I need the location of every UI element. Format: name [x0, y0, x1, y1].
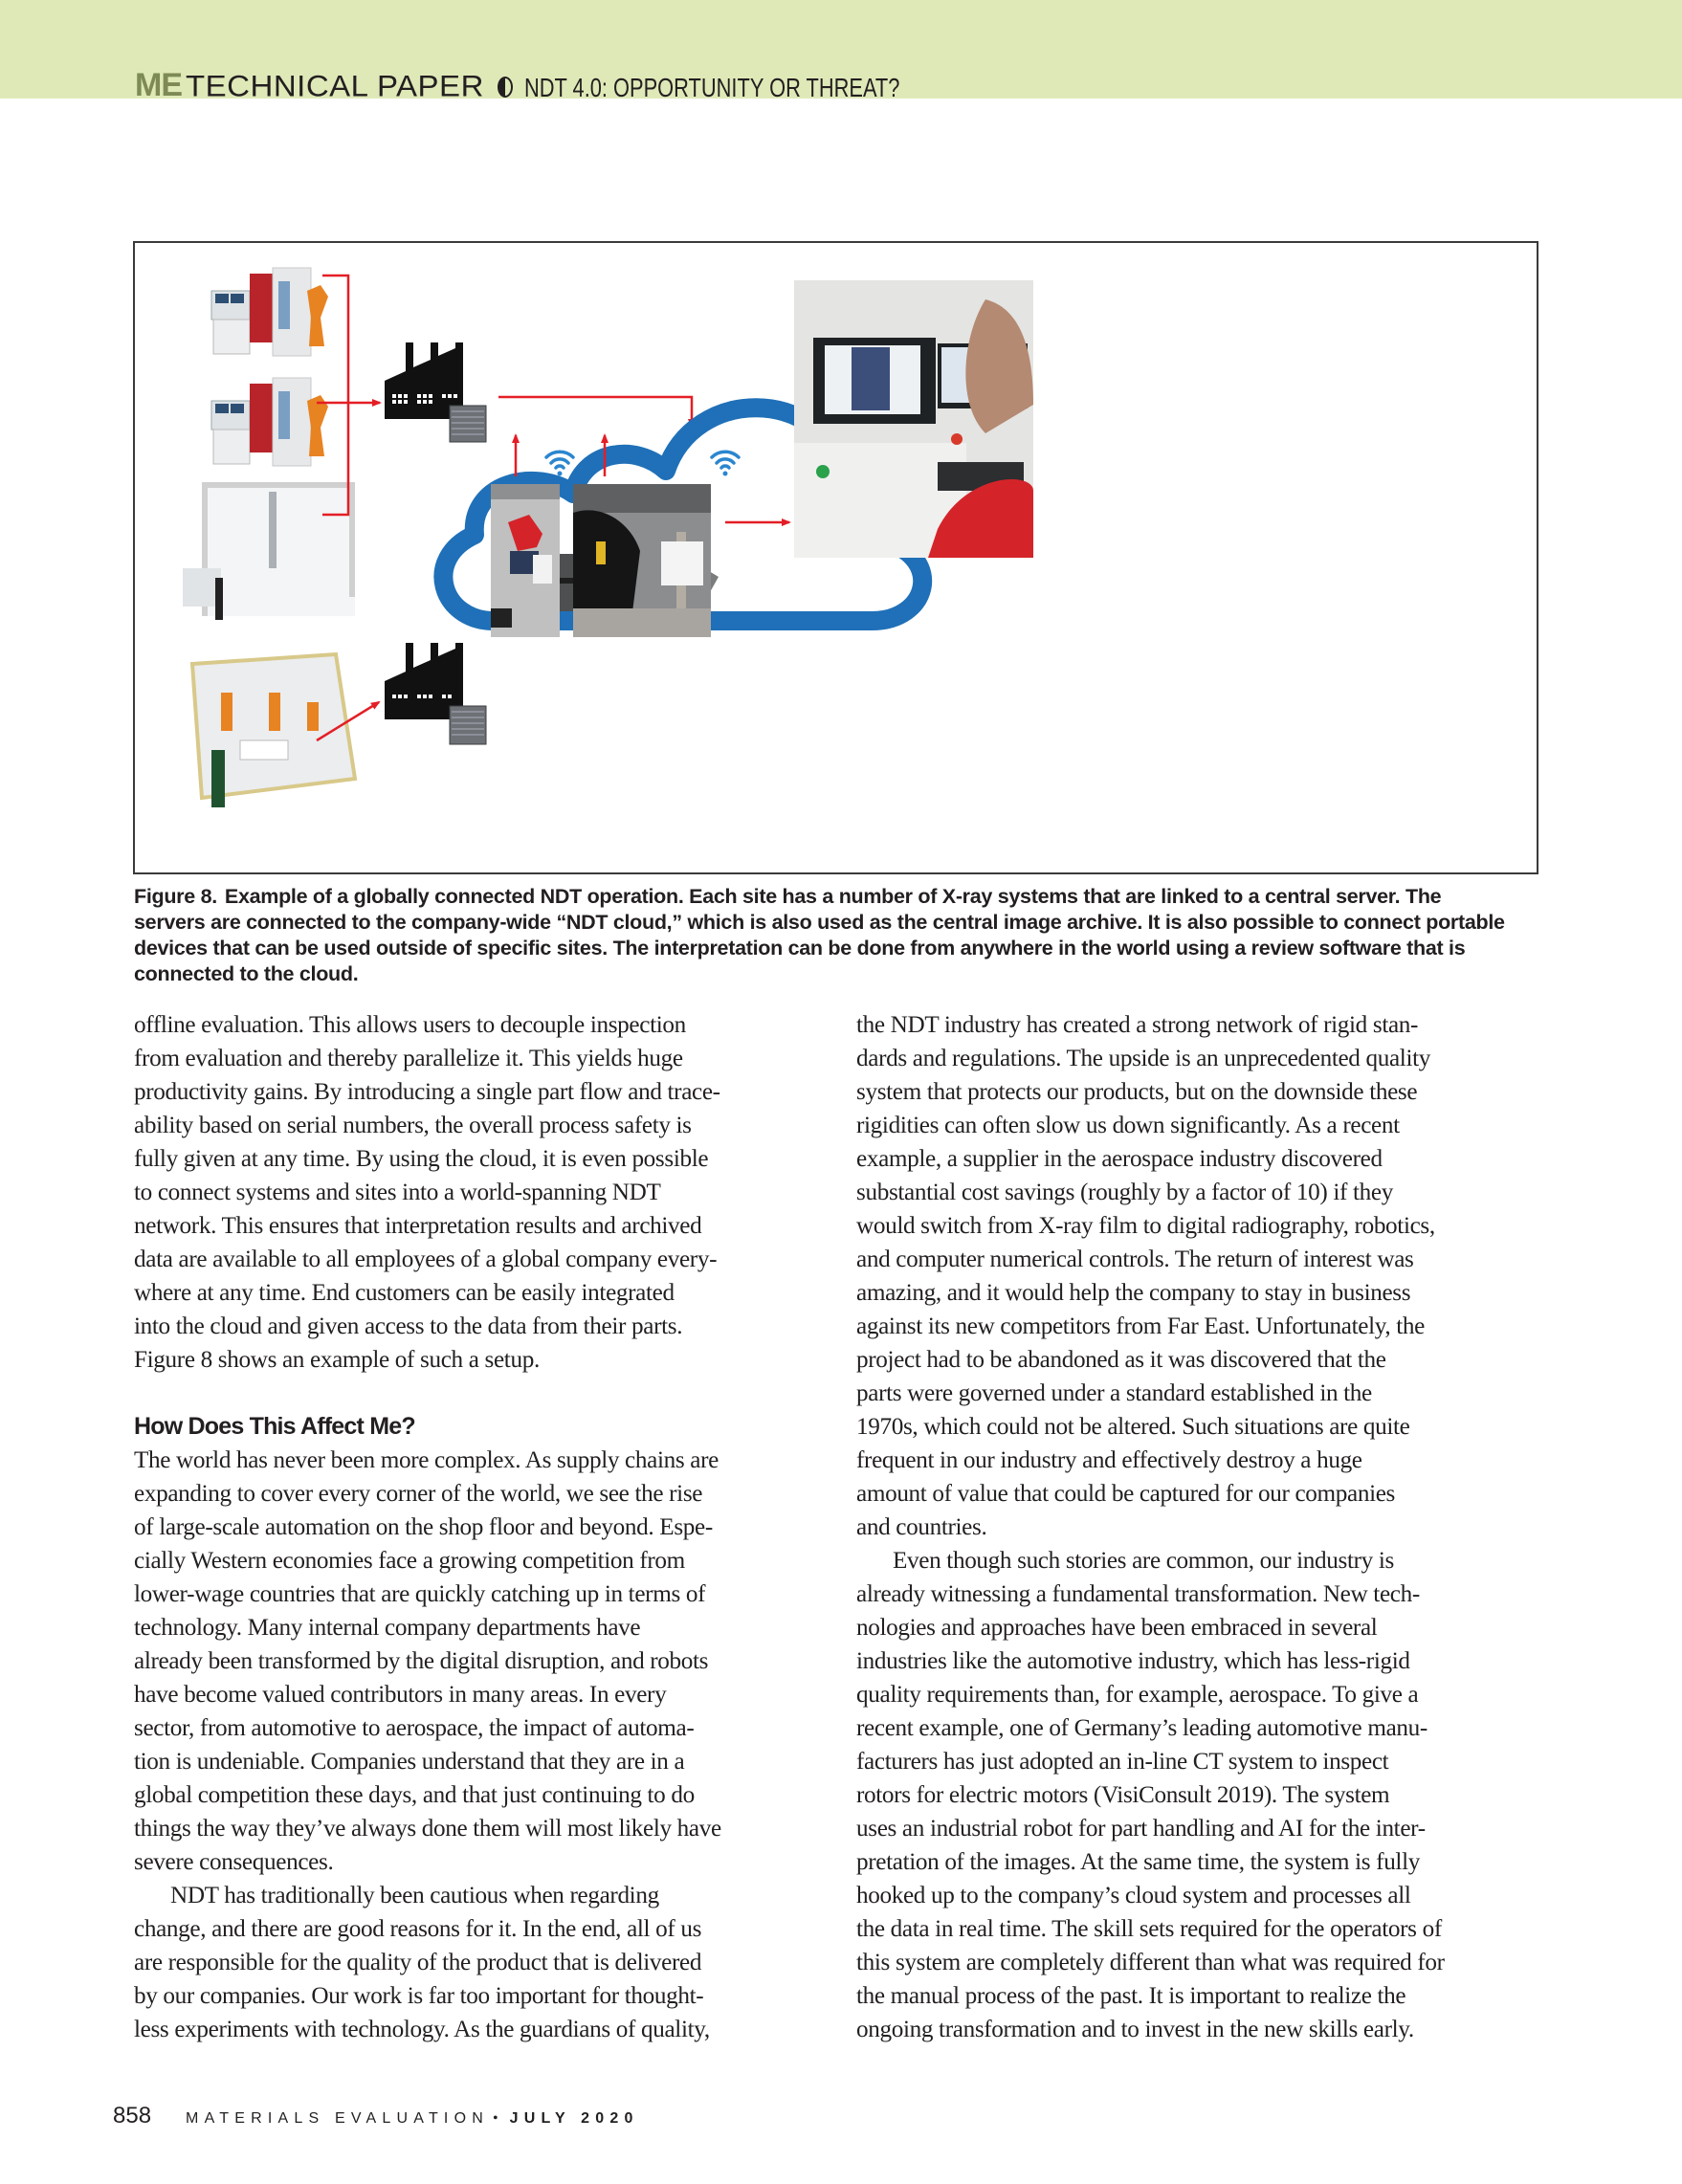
body-column-right	[856, 1008, 1557, 2046]
body-column-left	[134, 1008, 834, 2046]
journal-brand: ME	[135, 67, 182, 99]
paragraph: the NDT industry has created a strong network of rigid stan- dards and regulations. The upside is an unprecedented quality system that protects our products, but on the downside these rigidities can often slow us down significantly. As a recent example, a supplier in the aerospace industry discovered substantial cost savings (roughly by a factor of 10) if they would switch from X-ray film to digital radiography, robotics, and computer numerical controls. The return of interest was amazing, and it would help the company to stay in business against its new competitors from Far East. Unfortunately, the project had to be abandoned as it was discovered that the parts were governed under a standard established in the 1970s, which could not be altered. Such situations are quite frequent in our industry and effectively destroy a huge amount of value that could be captured for our companies and countries.	[856, 1012, 1435, 1540]
portable-xray-photo-kneeling	[491, 484, 560, 637]
half-circle-bullet-icon	[498, 77, 513, 98]
paragraph: The world has never been more complex. As supply chains are expanding to cover every corner of the world, we see the rise of large-scale automation on the shop floor and beyond. Espe- cially Western economies face a growing competition from lower-wage countries that are quickly catching up in terms of technology. Many internal company departments have already been transformed by the digital disruption, and robots have become valued contributors in many areas. In every sector, from automotive to aerospace, the impact of automa- tion is undeniable. Companies understand that they are in a global competition these days, and that just continuing to do things the way they’ve always done them will most likely have severe consequences.	[134, 1447, 721, 1875]
wifi-icon	[546, 452, 573, 475]
figure-8-diagram	[135, 243, 1537, 872]
paragraph: Even though such stories are common, our industry is already witnessing a fundamental transformation. New tech- nologies and approaches have been embraced in several industries like the automotive industry, which has less-rigid quality requirements than, for example, aerospace. To give a recent example, one of Germany’s leading automotive manu- facturers has just adopted an in-line CT system to inspect rotors for electric motors (VisiConsult 2019). The system uses an industrial robot for part handling and AI for the inter- pretation of the images. At the same time, the system is fully hooked up to the company’s cloud system and processes all the data in real time. The skill sets required for the operators of this system are completely different than what was required for the manual process of the past. It is important to realize the ongoing transformation and to invest in the new skills early.	[856, 1548, 1445, 2042]
paragraph: offline evaluation. This allows users to decouple inspection from evaluation and thereby parallelize it. This yields huge productivity gains. By introducing a single part flow and trace- ability based on serial numbers, the overall process safety is fully given at any time. By using the cloud, it is even possible to connect systems and sites into a world-spanning NDT network. This ensures that interpretation results and archived data are available to all employees of a global company every- where at any time. End customers can be easily integrated into the cloud and given access to the data from their parts. Figure 8 shows an example of such a setup.	[134, 1012, 720, 1373]
paragraph: NDT has traditionally been cautious when regarding change, and there are good reasons for it. In the end, all of us are responsible for the quality of the product that is delivered by our companies. Our work is far too important for thought- less experiments with technology. As the guardians of quality,	[134, 1883, 710, 2042]
factory-server-icon	[385, 342, 486, 442]
section-label: TECHNICAL PAPER	[186, 68, 484, 99]
caption-label: Figure 8.	[134, 885, 217, 908]
arrow-server1-to-cloud	[498, 397, 692, 427]
caption-line: devices that can be used outside of specific sites. The interpretation can be done from anywhere in the world using a review software that is	[134, 937, 1466, 960]
running-header-text	[135, 69, 1006, 99]
figure-8	[133, 241, 1538, 874]
page-number: 858	[113, 2103, 152, 2129]
caption-line: Figure 8. Example of a globally connected NDT operation. Each site has a number of X-ray systems that are linked to a central server. The	[134, 885, 1442, 908]
footer-separator: •	[492, 2110, 498, 2127]
review-workstation-photo	[794, 280, 1033, 558]
running-header	[0, 0, 1682, 99]
caption-line: servers are connected to the company-wide “NDT cloud,” which is also used as the central image archive. It is also possible to connect portable	[134, 911, 1505, 934]
issue-date: JULY 2020	[509, 2110, 639, 2127]
xray-cabinet-robot-icon	[211, 268, 328, 356]
gantry-xray-system-icon	[183, 482, 355, 620]
page-footer	[113, 2103, 639, 2129]
figure-caption	[134, 884, 1550, 987]
portable-xray-photo-tripod	[573, 484, 711, 637]
article-title: NDT 4.0: OPPORTUNITY OR THREAT?	[523, 73, 900, 99]
journal-name: MATERIALS EVALUATION	[186, 2110, 489, 2127]
caption-line: connected to the cloud.	[134, 962, 359, 985]
xray-cabinet-robot-icon	[211, 378, 328, 466]
section-heading: How Does This Affect Me?	[134, 1413, 415, 1440]
factory-server-icon	[385, 643, 486, 744]
